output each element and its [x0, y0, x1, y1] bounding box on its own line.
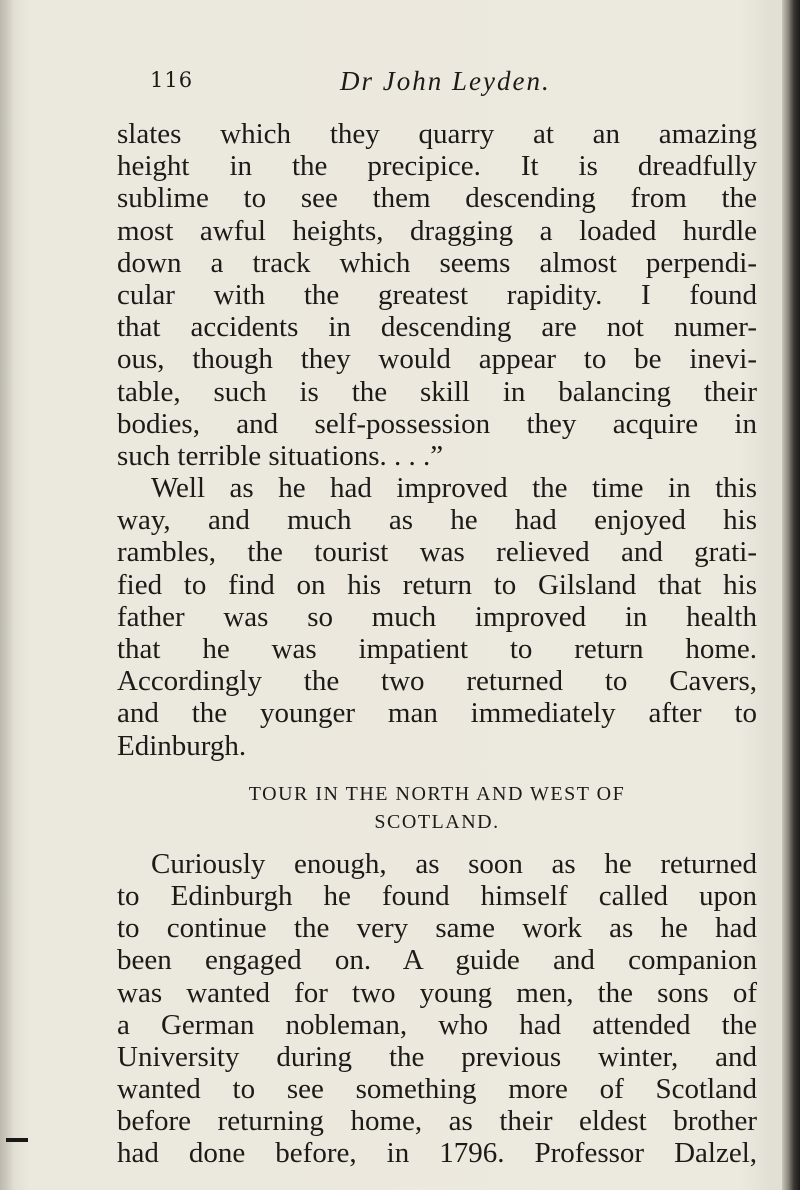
text-line: cular with the greatest rapidity. I found [117, 278, 757, 311]
body-text [117, 118, 757, 1170]
paragraph [117, 118, 757, 472]
text-line: wanted to see something more of Scotland [117, 1073, 757, 1106]
page-number: 116 [150, 68, 194, 92]
text-line: that accidents in descending are not numer- [117, 311, 757, 344]
text-line: Curiously enough, as soon as he returned [151, 847, 757, 880]
text-line: been engaged on. A guide and companion [117, 944, 757, 977]
text-line: table, such is the skill in balancing their [117, 375, 757, 408]
section-heading [117, 780, 757, 836]
text-line: ous, though they would appear to be inevi- [117, 343, 757, 376]
text-line: to continue the very same work as he had [117, 912, 757, 945]
page-binding-edge [782, 0, 800, 1190]
text-line: height in the precipice. It is dreadfully [117, 150, 757, 183]
page-header [150, 60, 750, 100]
text-line: had done before, in 1796. Professor Dalzel, [117, 1137, 757, 1170]
text-line: bodies, and self-possession they acquire in [117, 407, 757, 440]
text-line: was wanted for two young men, the sons of [117, 976, 757, 1009]
text-line: Edinburgh. [117, 729, 247, 762]
paragraph [117, 848, 757, 1170]
text-line: to Edinburgh he found himself called upon [117, 879, 757, 912]
text-line: Accordingly the two returned to Cavers, [117, 665, 757, 698]
section-heading-line: TOUR IN THE NORTH AND WEST OF [248, 782, 626, 805]
ink-smudge [6, 1138, 28, 1142]
text-line: fied to find on his return to Gilsland that his [117, 568, 757, 601]
paragraph [117, 472, 757, 762]
text-line: way, and much as he had enjoyed his [117, 504, 757, 537]
text-line: rambles, the tourist was relieved and grati- [117, 536, 757, 569]
text-line: Well as he had improved the time in this [151, 472, 757, 505]
text-line: a German nobleman, who had attended the [117, 1008, 757, 1041]
running-head: Dr John Leyden. [340, 66, 551, 96]
text-line: down a track which seems almost perpendi- [117, 246, 757, 279]
section-heading-line: SCOTLAND. [374, 810, 500, 833]
text-line: sublime to see them descending from the [117, 182, 757, 215]
text-line: father was so much improved in health [117, 600, 757, 633]
text-line: before returning home, as their eldest brother [117, 1105, 757, 1138]
text-line: that he was impatient to return home. [117, 633, 757, 665]
text-line: slates which they quarry at an amazing [117, 118, 757, 150]
text-line: and the younger man immediately after to [117, 697, 757, 730]
text-line: most awful heights, dragging a loaded hurdle [117, 214, 757, 247]
text-line: such terrible situations. . . .” [117, 439, 444, 472]
text-line: University during the previous winter, and [117, 1040, 757, 1073]
page-gutter-shadow [0, 0, 14, 1190]
